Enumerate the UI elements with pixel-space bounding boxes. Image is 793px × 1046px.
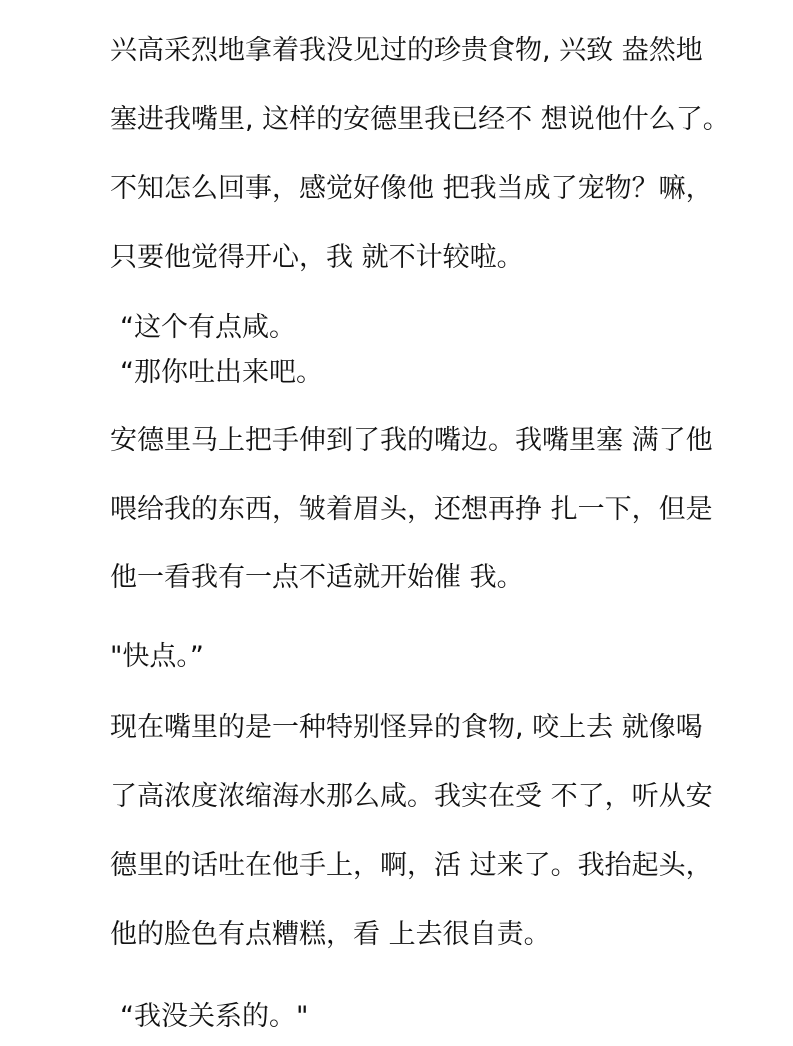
text-line: 他的脸色有点糟糕，看 上去很自责。 [110,919,551,950]
dialogue-line: “那你吐出来吧。 [120,357,323,388]
dialogue-line: “这个有点咸。 [120,312,296,343]
text-line: 了高浓度浓缩海水那么咸。我实在受 不了，听从安 [110,781,713,812]
dialogue-line: “我没关系的。" [120,1001,309,1032]
text-line: 不知怎么回事，感觉好像他 把我当成了宠物？嘛， [110,173,713,204]
text-line: 塞进我嘴里, 这样的安德里我已经不 想说他什么了。 [110,104,730,135]
text-line: 德里的话吐在他手上，啊，活 过来了。我抬起头， [110,850,713,881]
text-line: 喂给我的东西，皱着眉头，还想再挣 扎一下，但是 [110,494,713,525]
text-line: 兴高采烈地拿着我没见过的珍贵食物, 兴致 盎然地 [110,35,703,66]
text-line: 他一看我有一点不适就开始催 我。 [110,562,524,593]
text-line: 安德里马上把手伸到了我的嘴边。我嘴里塞 满了他 [110,425,713,456]
text-line: 现在嘴里的是一种特别怪异的食物, 咬上去 就像喝 [110,712,703,743]
text-line: 只要他觉得开心，我 就不计较啦。 [110,242,524,273]
dialogue-line: "快点。” [110,641,204,672]
